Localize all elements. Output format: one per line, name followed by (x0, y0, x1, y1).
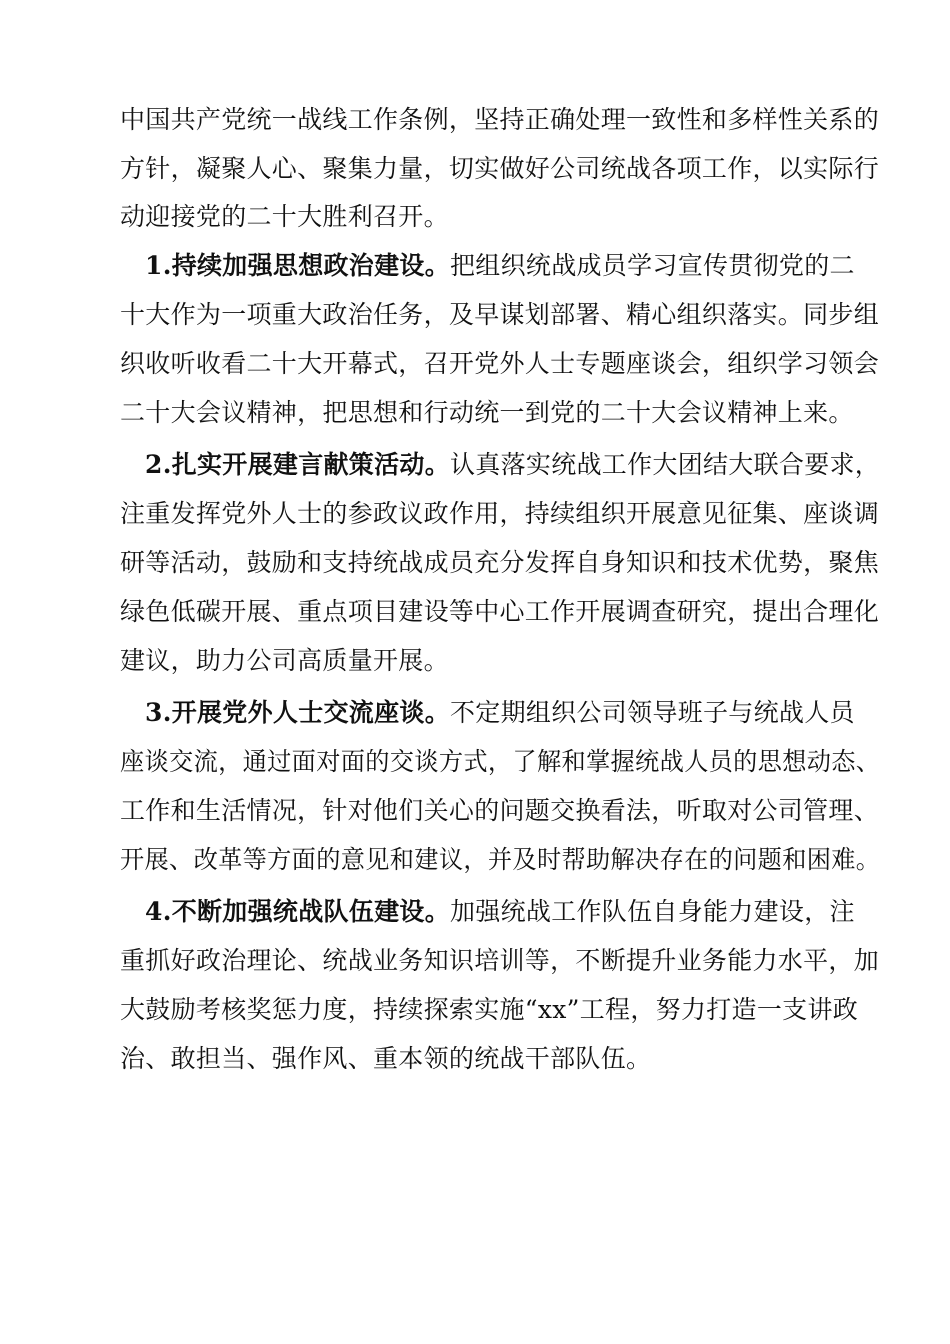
paragraph-line: 研等活动，鼓励和支持统战成员充分发挥自身知识和技术优势，聚焦 (120, 548, 880, 577)
paragraph-2-first-line (145, 445, 880, 485)
paragraph-line: 方针，凝聚人心、聚集力量，切实做好公司统战各项工作，以实际行 (120, 154, 880, 183)
paragraph-text: 把组织统战成员学习宣传贯彻党的二 (450, 251, 855, 280)
paragraph-line: 织收听收看二十大开幕式，召开党外人士专题座谈会，组织学习领会 (120, 349, 880, 378)
section-heading-2: 2.扎实开展建言献策活动。 (145, 450, 450, 479)
paragraph-line: 大鼓励考核奖惩力度，持续探索实施“xx”工程，努力打造一支讲政 (120, 995, 859, 1024)
paragraph-line: 注重发挥党外人士的参政议政作用，持续组织开展意见征集、座谈调 (120, 499, 880, 528)
paragraph-line: 建议，助力公司高质量开展。 (120, 646, 449, 675)
paragraph-line: 十大作为一项重大政治任务，及早谋划部署、精心组织落实。同步组 (120, 300, 880, 329)
paragraph-line: 重抓好政治理论、统战业务知识培训等，不断提升业务能力水平，加 (120, 946, 880, 975)
paragraph-text: 不定期组织公司领导班子与统战人员 (450, 698, 855, 727)
paragraph-text: 加强统战工作队伍自身能力建设，注 (450, 897, 855, 926)
paragraph-line: 动迎接党的二十大胜利召开。 (120, 202, 449, 231)
paragraph-line: 座谈交流，通过面对面的交谈方式，了解和掌握统战人员的思想动态、 (120, 747, 881, 776)
paragraph-text: 认真落实统战工作大团结大联合要求， (450, 450, 881, 479)
section-heading-1: 1.持续加强思想政治建设。 (145, 251, 450, 280)
paragraph-line: 绿色低碳开展、重点项目建设等中心工作开展调查研究，提出合理化 (120, 597, 880, 626)
paragraph-line: 中国共产党统一战线工作条例，坚持正确处理一致性和多样性关系的 (120, 105, 880, 134)
paragraph-1-first-line (145, 246, 855, 286)
paragraph-4-first-line (145, 892, 855, 932)
paragraph-line: 工作和生活情况，针对他们关心的问题交换看法，听取对公司管理、 (120, 796, 880, 825)
paragraph-3-first-line (145, 693, 855, 733)
paragraph-line: 开展、改革等方面的意见和建议，并及时帮助解决存在的问题和困难。 (120, 845, 881, 874)
paragraph-line: 治、敢担当、强作风、重本领的统战干部队伍。 (120, 1044, 652, 1073)
section-heading-3: 3.开展党外人士交流座谈。 (145, 698, 450, 727)
section-heading-4: 4.不断加强统战队伍建设。 (145, 897, 450, 926)
paragraph-line: 二十大会议精神，把思想和行动统一到党的二十大会议精神上来。 (120, 398, 854, 427)
